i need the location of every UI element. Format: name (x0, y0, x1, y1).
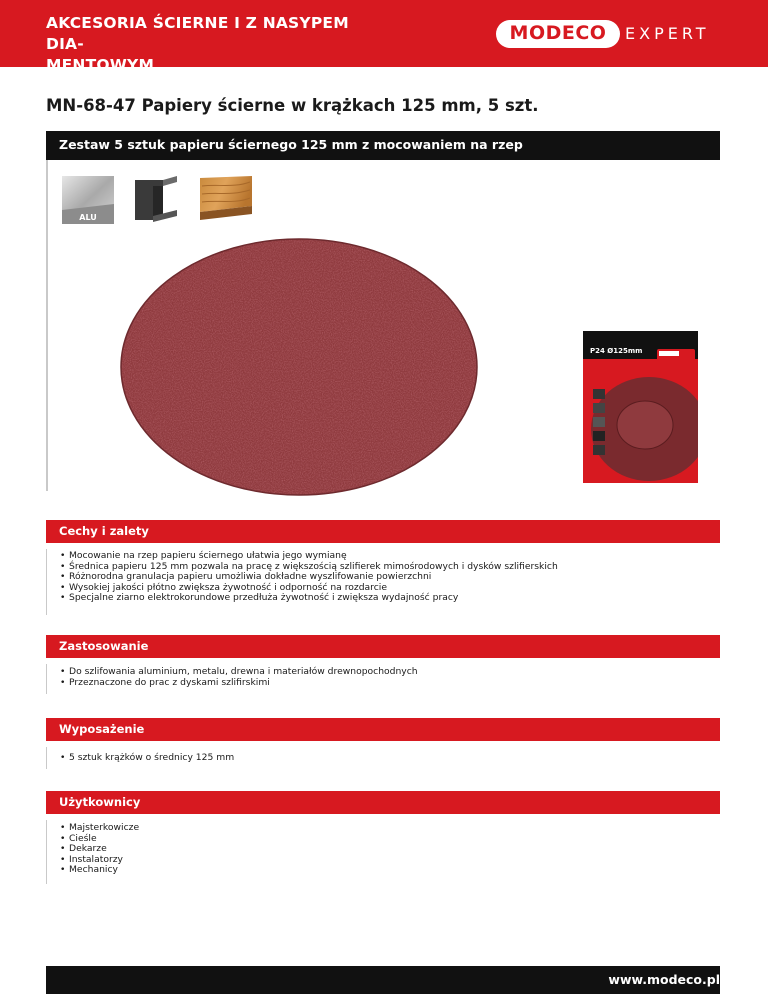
package-label: P24 Ø125mm (590, 347, 643, 355)
footer-bar (46, 966, 720, 994)
section-heading-bar (46, 520, 720, 543)
list-item: • Dekarze (60, 844, 720, 855)
logo-suffix-text: EXPERT (625, 24, 710, 43)
section-body (46, 664, 720, 694)
section-heading-bar (46, 635, 720, 658)
list-item: • Majsterkowicze (60, 823, 720, 834)
section-body (46, 747, 720, 769)
header-bar (0, 0, 768, 74)
category-title-line-2: MENTOWYM (46, 56, 155, 74)
section-heading: Wyposażenie (59, 722, 145, 736)
list-item: • Cieśle (60, 834, 720, 845)
section-body (46, 549, 720, 615)
section-users (46, 791, 720, 884)
list-item: • Przeznaczone do prac z dyskami szlifirskimi (60, 678, 720, 689)
product-package-image (583, 331, 698, 483)
logo-brand-text: MODECO (509, 22, 607, 44)
section-heading-bar (46, 791, 720, 814)
list-item: • Mechanicy (60, 865, 720, 876)
list-item: • 5 sztuk krążków o średnicy 125 mm (60, 753, 720, 764)
list-item: • Średnica papieru 125 mm pozwala na pracę z większością szlifierek mimośrodowych i dysków szlifierskich (60, 562, 720, 573)
category-title (46, 13, 376, 76)
wood-material-icon (200, 176, 252, 224)
section-heading: Cechy i zalety (59, 524, 149, 538)
sanding-disc-image (118, 236, 480, 502)
aluminium-label: ALU (79, 213, 97, 222)
product-title: MN-68-47 Papiery ścierne w krążkach 125 mm, 5 szt. (46, 96, 539, 115)
section-body (46, 820, 720, 884)
website-link[interactable]: www.modeco.pl (608, 972, 720, 987)
section-equipment (46, 718, 720, 769)
section-heading: Zastosowanie (59, 639, 149, 653)
product-subtitle: Zestaw 5 sztuk papieru ściernego 125 mm z mocowaniem na rzep (59, 137, 523, 152)
category-title-line-1: AKCESORIA ŚCIERNE I Z NASYPEM DIA- (46, 14, 349, 53)
section-features (46, 520, 720, 615)
list-item: • Specjalne ziarno elektrokorundowe przedłuża żywotność i zwiększa wydajność pracy (60, 593, 720, 604)
list-item: • Instalatorzy (60, 855, 720, 866)
steel-profile-material-icon (131, 176, 183, 224)
list-item: • Do szlifowania aluminium, metalu, drewna i materiałów drewnopochodnych (60, 667, 720, 678)
product-subtitle-bar (46, 131, 720, 160)
aluminium-material-icon (62, 176, 114, 224)
list-item: • Wysokiej jakości płótno zwiększa żywotność i odporność na rozdarcie (60, 583, 720, 594)
section-application (46, 635, 720, 694)
section-heading-bar (46, 718, 720, 741)
list-item: • Mocowanie na rzep papieru ściernego ułatwia jego wymianę (60, 551, 720, 562)
list-item: • Różnorodna granulacja papieru umożliwia dokładne wyszlifowanie powierzchni (60, 572, 720, 583)
section-heading: Użytkownicy (59, 795, 141, 809)
image-area-divider (46, 160, 48, 491)
